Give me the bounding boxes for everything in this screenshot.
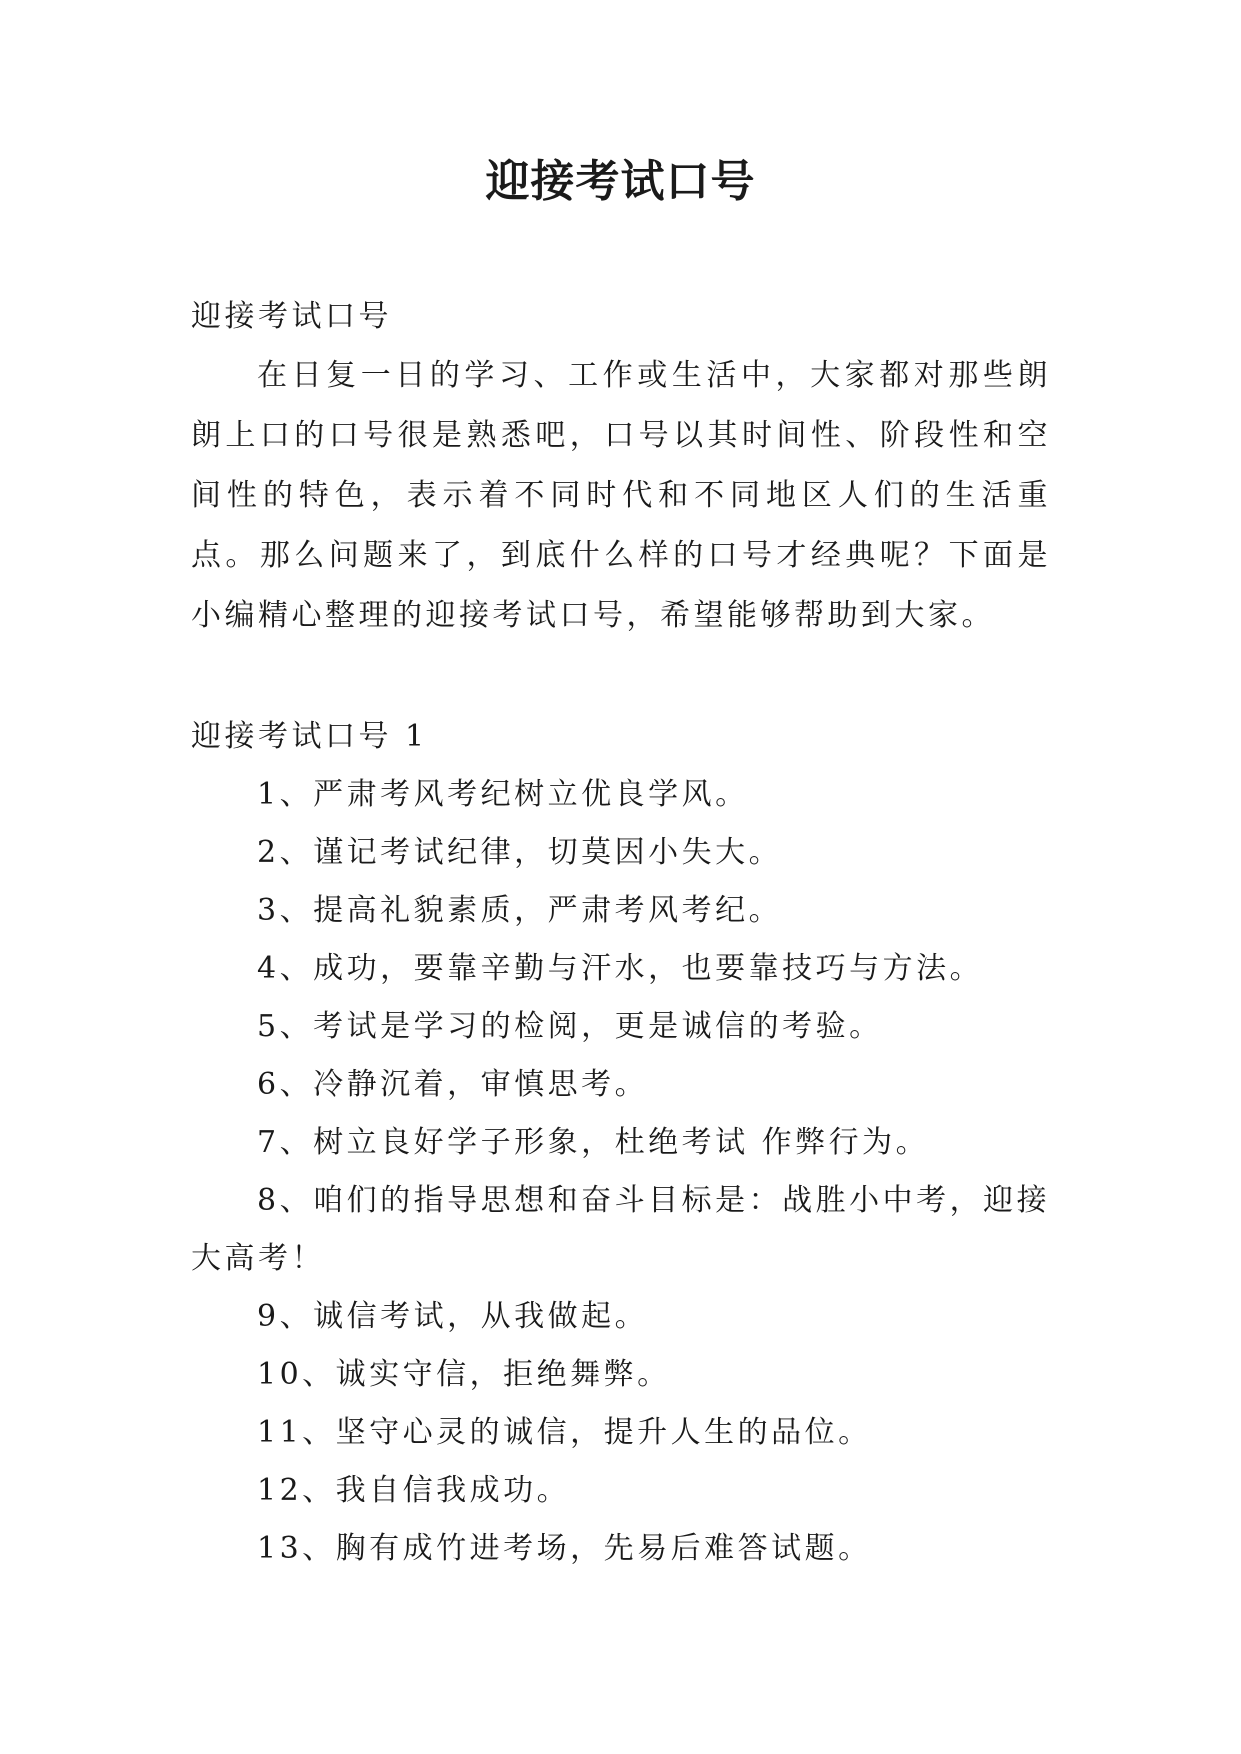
slogan-item-3: 3、提高礼貌素质，严肃考风考纪。 (257, 893, 783, 928)
intro-heading: 迎接考试口号 (191, 299, 392, 334)
slogan-item-5: 5、考试是学习的检阅，更是诚信的考验。 (257, 1009, 883, 1044)
section-heading: 迎接考试口号 1 (191, 719, 428, 754)
slogan-item-11: 11、坚守心灵的诚信，提升人生的品位。 (257, 1415, 872, 1450)
slogan-item-2: 2、谨记考试纪律，切莫因小失大。 (257, 835, 783, 870)
slogan-item-8: 8、咱们的指导思想和奋斗目标是：战胜小中考，迎接大高考！ (191, 1183, 1051, 1276)
slogan-item-12: 12、我自信我成功。 (257, 1473, 571, 1508)
slogan-item-6: 6、冷静沉着，审慎思考。 (257, 1067, 649, 1102)
intro-paragraph: 在日复一日的学习、工作或生活中，大家都对那些朗朗上口的口号很是熟悉吧，口号以其时间性、阶段性和空间性的特色，表示着不同时代和不同地区人们的生活重点。那么问题来了，到底什么样的口号才经典呢？下面是小编精心整理的迎接考试口号，希望能够帮助到大家。 (191, 358, 1051, 633)
slogan-item-13: 13、胸有成竹进考场，先易后难答试题。 (257, 1531, 872, 1566)
document-title: 迎接考试口号 (485, 156, 756, 207)
slogan-item-9: 9、诚信考试，从我做起。 (257, 1299, 649, 1334)
slogan-list (191, 766, 1051, 1578)
slogan-item-1: 1、严肃考风考纪树立优良学风。 (257, 777, 749, 812)
document-body (191, 288, 1051, 1578)
slogan-item-10: 10、诚实守信，拒绝舞弊。 (257, 1357, 671, 1392)
slogan-item-7: 7、树立良好学子形象，杜绝考试 作弊行为。 (257, 1125, 930, 1160)
slogan-item-4: 4、成功，要靠辛勤与汗水，也要靠技巧与方法。 (257, 951, 984, 986)
section-spacer (191, 646, 1051, 708)
